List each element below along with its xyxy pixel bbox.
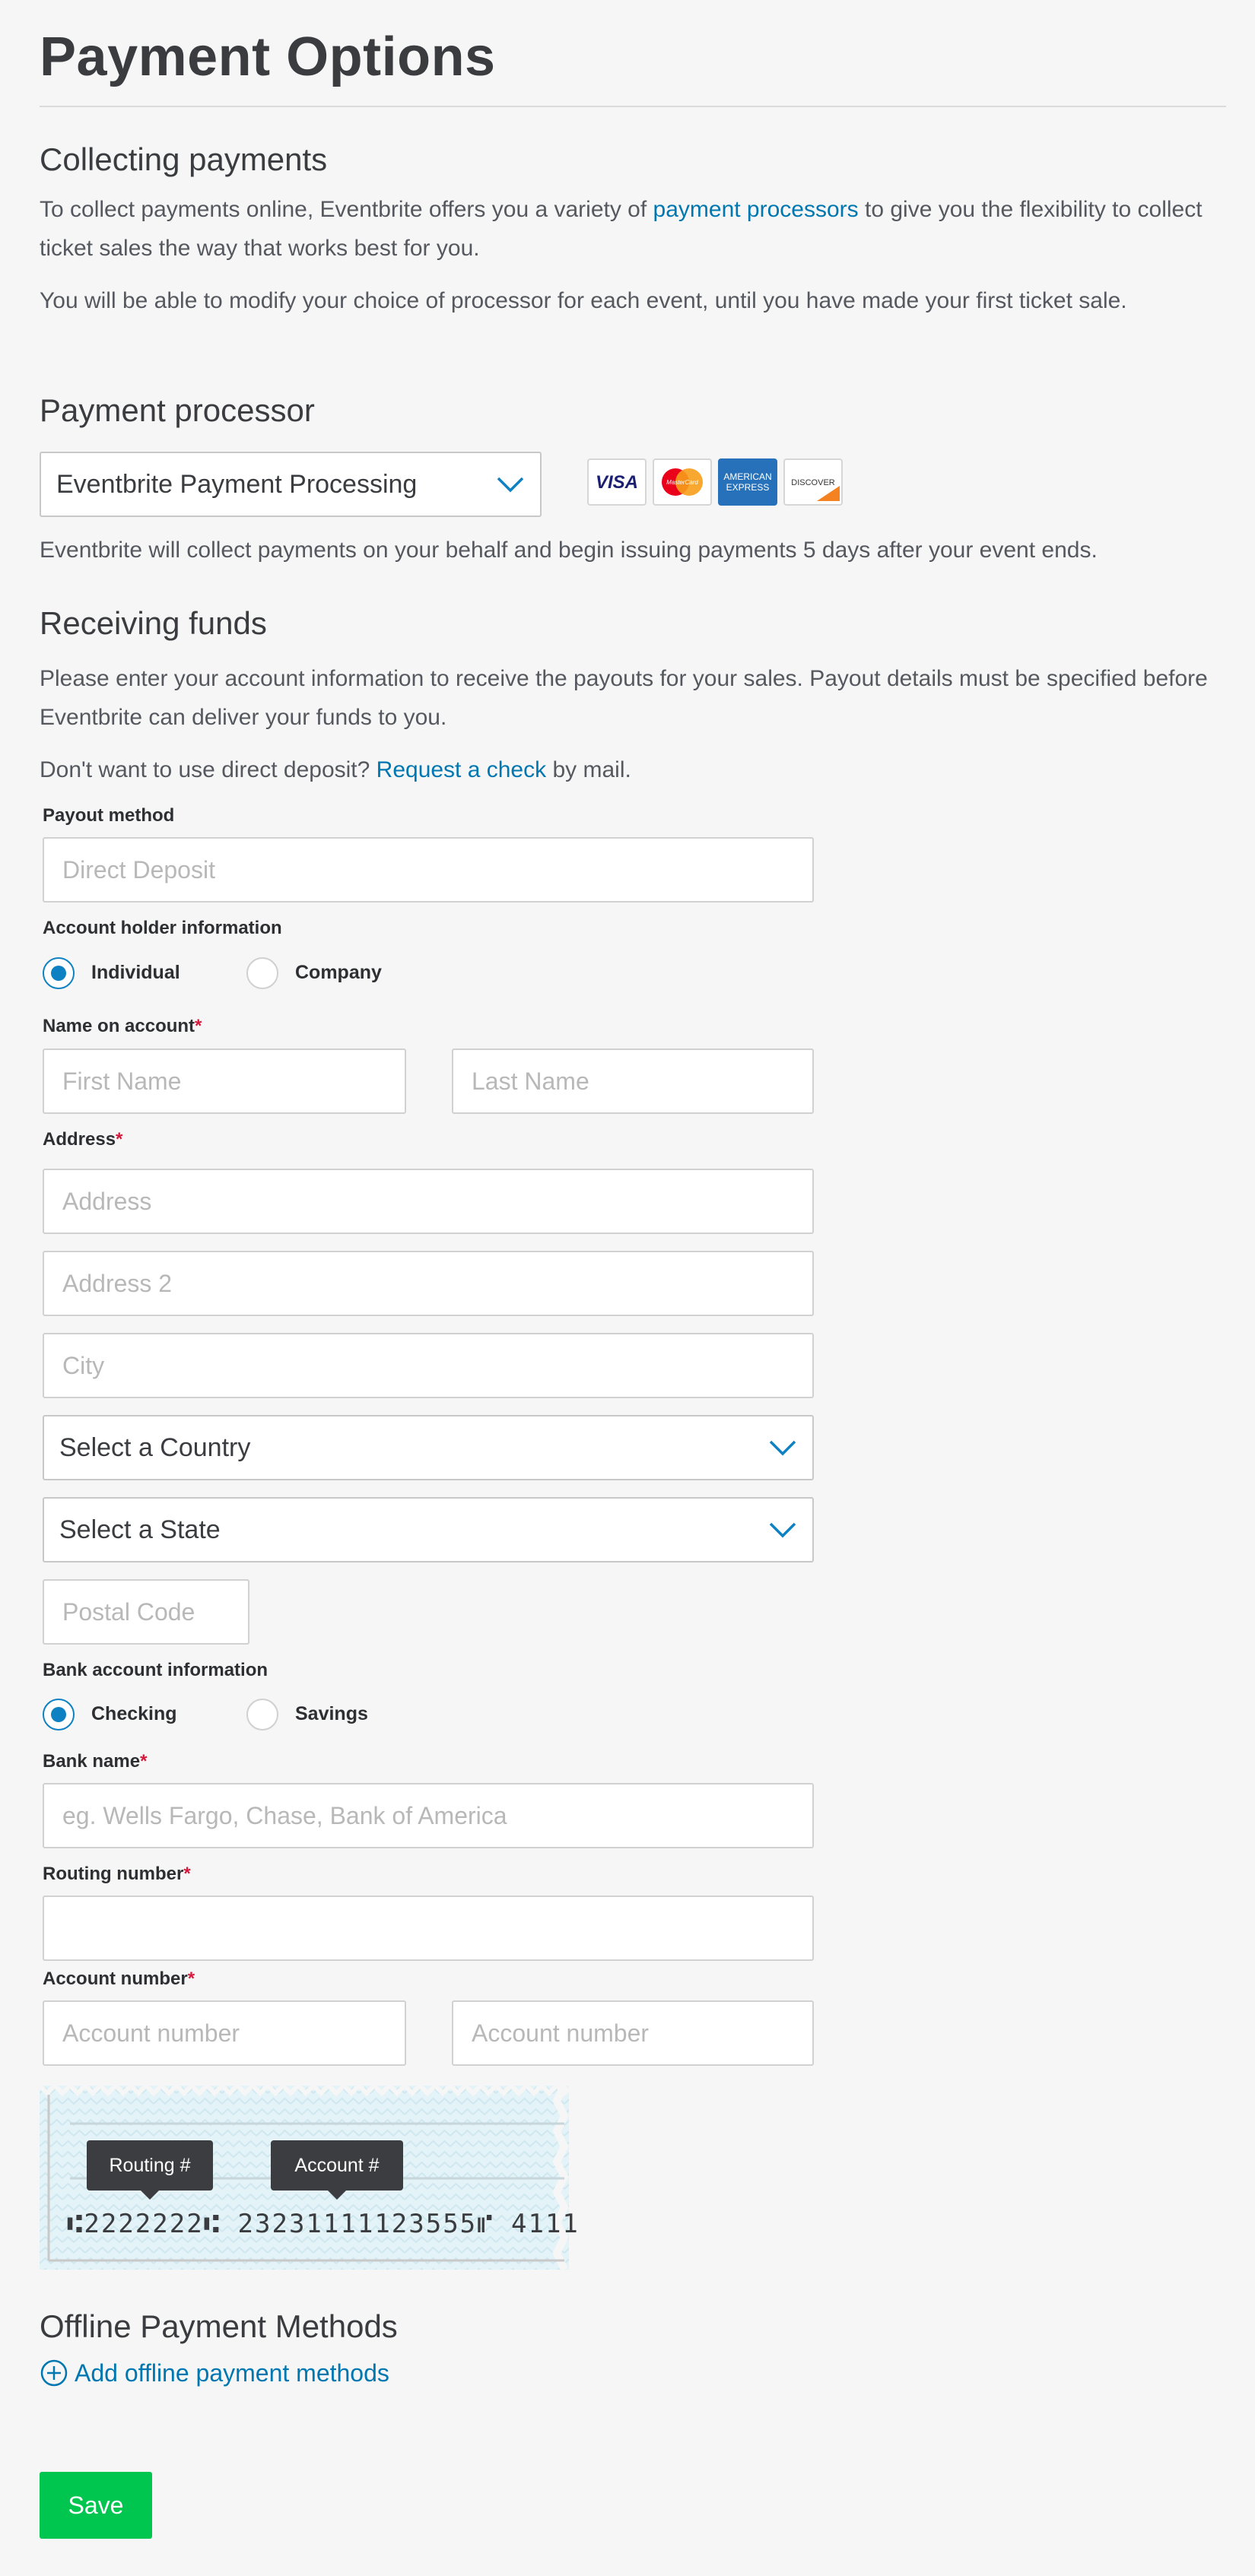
holder-info-label: Account holder information [43, 918, 282, 938]
country-select-value: Select a Country [59, 1432, 251, 1462]
add-offline-payment-label: Add offline payment methods [75, 2359, 389, 2387]
processor-modify-note: You will be able to modify your choice of processor for each event, until you have made your first ticket sale. [40, 288, 1127, 313]
collecting-description [40, 190, 1226, 268]
chevron-down-icon [768, 1521, 797, 1539]
required-mark: * [116, 1129, 123, 1150]
bank-name-label [43, 1751, 147, 1772]
name-on-account-text: Name on account [43, 1016, 195, 1036]
payment-processors-link[interactable]: payment processors [653, 197, 859, 222]
payout-method-label: Payout method [43, 805, 175, 826]
processor-heading: Payment processor [40, 392, 315, 428]
required-mark: * [187, 1968, 195, 1989]
processor-note: Eventbrite will collect payments on your behalf and begin issuing payments 5 days after your event ends. [40, 538, 1098, 563]
svg-text:EXPRESS: EXPRESS [726, 482, 770, 493]
account-number-label [43, 1968, 195, 1990]
add-circle-icon [40, 2359, 68, 2387]
direct-deposit-text: Don't want to use direct deposit? [40, 757, 376, 782]
required-mark: * [195, 1016, 202, 1036]
funds-description: Please enter your account information to receive the payouts for your sales. Payout details must be specified before Eventbrite can deliver your funds to you. [40, 666, 1208, 730]
account-number-label-text: Account number [43, 1968, 188, 1989]
company-label: Company [295, 962, 382, 983]
account-tooltip: Account # [271, 2140, 403, 2191]
svg-text:DISCOVER: DISCOVER [791, 478, 835, 487]
routing-number-field[interactable] [43, 1896, 814, 1961]
address-label-text: Address [43, 1129, 116, 1150]
processor-select-value: Eventbrite Payment Processing [56, 469, 418, 499]
by-mail-text: by mail. [546, 757, 631, 782]
request-check-link[interactable]: Request a check [376, 757, 547, 782]
savings-radio[interactable] [246, 1699, 278, 1731]
individual-radio[interactable] [43, 957, 75, 989]
offline-heading: Offline Payment Methods [40, 2308, 398, 2344]
mastercard-card-icon [653, 458, 712, 506]
add-offline-payment-link[interactable] [40, 2359, 389, 2387]
micr-line: ⑆2222222⑆ 23231111123555⑈ 4111 [67, 2209, 580, 2239]
individual-label: Individual [91, 962, 180, 983]
address-field[interactable] [43, 1169, 814, 1234]
postal-code-field[interactable] [43, 1579, 249, 1645]
checking-label: Checking [91, 1703, 177, 1724]
address-label [43, 1129, 122, 1150]
svg-text:VISA: VISA [595, 472, 639, 493]
state-select[interactable] [43, 1497, 814, 1562]
title-divider [40, 106, 1226, 107]
payout-method-field[interactable] [43, 837, 814, 903]
last-name-field[interactable] [452, 1048, 814, 1114]
first-name-field[interactable] [43, 1048, 406, 1114]
checking-radio[interactable] [43, 1699, 75, 1731]
required-mark: * [183, 1864, 191, 1884]
visa-card-icon [587, 458, 647, 506]
name-on-account-label [43, 1016, 202, 1037]
amex-card-icon [718, 458, 777, 506]
save-button[interactable]: Save [40, 2472, 152, 2539]
processor-select[interactable] [40, 452, 542, 517]
routing-number-label [43, 1864, 191, 1885]
collecting-text-2: to give you the flexibility to collect ticket sales the way that works best for you. [40, 197, 1203, 261]
chevron-down-icon [768, 1439, 797, 1457]
collecting-heading: Collecting payments [40, 141, 328, 177]
bank-name-label-text: Bank name [43, 1751, 141, 1772]
chevron-down-icon [496, 475, 525, 493]
state-select-value: Select a State [59, 1515, 221, 1544]
address2-field[interactable] [43, 1251, 814, 1316]
account-number-field[interactable] [43, 2000, 406, 2066]
svg-text:MasterCard: MasterCard [666, 479, 698, 486]
bank-info-label: Bank account information [43, 1660, 268, 1680]
routing-number-label-text: Routing number [43, 1864, 184, 1884]
svg-text:AMERICAN: AMERICAN [723, 471, 772, 482]
page-title: Payment Options [40, 27, 496, 87]
savings-label: Savings [295, 1703, 368, 1724]
bank-name-field[interactable] [43, 1783, 814, 1848]
routing-tooltip: Routing # [87, 2140, 213, 2191]
direct-deposit-note [40, 750, 1226, 789]
city-field[interactable] [43, 1333, 814, 1398]
account-number-confirm-field[interactable] [452, 2000, 814, 2066]
required-mark: * [140, 1751, 148, 1772]
discover-card-icon [783, 458, 843, 506]
funds-heading: Receiving funds [40, 605, 267, 641]
collecting-text-1: To collect payments online, Eventbrite offers you a variety of [40, 197, 653, 222]
company-radio[interactable] [246, 957, 278, 989]
country-select[interactable] [43, 1415, 814, 1480]
